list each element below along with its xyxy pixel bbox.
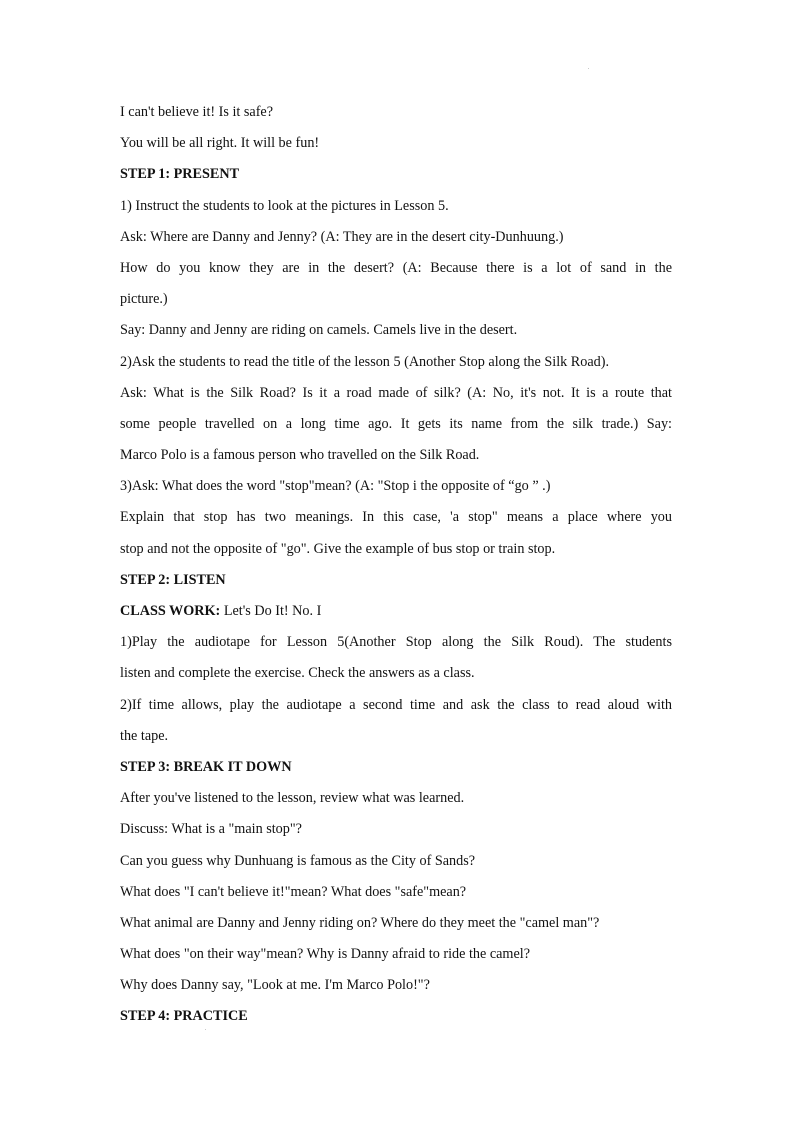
text-line: some people travelled on a long time ago. It gets its name from the silk trade.) Say: — [120, 415, 672, 432]
text-line: How do you know they are in the desert? (A: Because there is a lot of sand in the — [120, 259, 672, 276]
step-1-heading: STEP 1: PRESENT — [120, 166, 240, 183]
document-body — [120, 97, 672, 1033]
text-line: 3)Ask: What does the word "stop"mean? (A: "Stop i the opposite of “go ” .) — [120, 478, 551, 495]
step-3-heading: STEP 3: BREAK IT DOWN — [120, 758, 292, 775]
text-line: Explain that stop has two meanings. In this case, 'a stop" means a place where you — [120, 509, 672, 526]
text-line: You will be all right. It will be fun! — [120, 135, 320, 152]
text-line: After you've listened to the lesson, review what was learned. — [120, 790, 465, 807]
text-line: 1)Play the audiotape for Lesson 5(Another Stop along the Silk Roud). The students — [120, 634, 672, 651]
text-line: Say: Danny and Jenny are riding on camels. Camels live in the desert. — [120, 322, 518, 339]
class-work-text: Let's Do It! No. I — [220, 603, 322, 619]
text-line: picture.) — [120, 291, 168, 308]
step-4-heading: STEP 4: PRACTICE — [120, 1008, 248, 1025]
text-line: 1) Instruct the students to look at the pictures in Lesson 5. — [120, 197, 449, 214]
text-line: What animal are Danny and Jenny riding on? Where do they meet the "camel man"? — [120, 914, 600, 931]
text-line: I can't believe it! Is it safe? — [120, 104, 274, 120]
text-line: Can you guess why Dunhuang is famous as the City of Sands? — [120, 852, 476, 869]
text-line: Ask: What is the Silk Road? Is it a road made of silk? (A: No, it's not. It is a route that — [120, 384, 672, 401]
text-line: listen and complete the exercise. Check the answers as a class. — [120, 665, 475, 682]
text-line: 2)If time allows, play the audiotape a second time and ask the class to read aloud with — [120, 696, 672, 713]
text-line: Ask: Where are Danny and Jenny? (A: They are in the desert city-Dunhuung.) — [120, 228, 564, 245]
scan-speck — [588, 68, 589, 69]
scan-speck — [205, 1029, 206, 1030]
text-line: the tape. — [120, 727, 169, 744]
text-line: Discuss: What is a "main stop"? — [120, 821, 302, 838]
text-line: stop and not the opposite of "go". Give the example of bus stop or train stop. — [120, 540, 556, 557]
text-line: Why does Danny say, "Look at me. I'm Marco Polo!"? — [120, 977, 430, 994]
class-work-label: CLASS WORK: — [120, 603, 221, 619]
text-line: Marco Polo is a famous person who travelled on the Silk Road. — [120, 447, 480, 464]
text-line: 2)Ask the students to read the title of the lesson 5 (Another Stop along the Silk Road). — [120, 353, 609, 370]
step-2-heading: STEP 2: LISTEN — [120, 571, 226, 588]
class-work-line — [120, 596, 672, 627]
text-line: What does "on their way"mean? Why is Danny afraid to ride the camel? — [120, 946, 530, 963]
text-line: What does "I can't believe it!"mean? What does "safe"mean? — [120, 883, 467, 900]
